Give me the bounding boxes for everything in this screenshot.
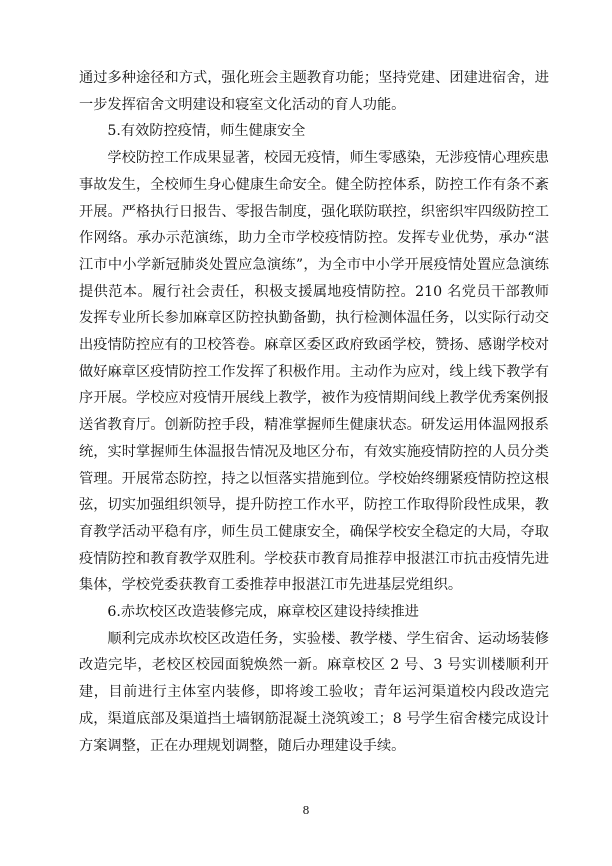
document-body [79,65,549,759]
paragraph-epidemic-control: 学校防控工作成果显著，校园无疫情，师生零感染，无涉疫情心理疾患事故发生，全校师生身心健康生命安全。健全防控体系，防控工作有条不紊开展。严格执行日报告、零报告制度，强化联防联控，织密织牢四级防控工作网络。承办示范演练，助力全市学校疫情防控。发挥专业优势，承办“湛江市中小学新冠肺炎处置应急演练”，为全市中小学开展疫情处置应急演练提供范本。履行社会责任，积极支援属地疫情防控。210 名党员干部教师发挥专业所长参加麻章区防控执勤备勤，执行检测体温任务，以实际行动交出疫情防控应有的卫校答卷。麻章区委区政府致函学校，赞扬、感谢学校对做好麻章区疫情防控工作发挥了积极作用。主动作为应对，线上线下教学有序开展。学校应对疫情开展线上教学，被作为疫情期间线上教学优秀案例报送省教育厅。创新防控手段，精准掌握师生健康状态。研发运用体温网报系统，实时掌握师生体温报告情况及地区分布，有效实施疫情防控的人员分类管理。开展常态防控，持之以恒落实措施到位。学校始终绷紧疫情防控这根弦，切实加强组织领导，提升防控工作水平，防控工作取得阶段性成果，教育教学活动平稳有序，师生员工健康安全，确保学校安全稳定的大局，夺取疫情防控和教育教学双胜利。学校获市教育局推荐申报湛江市抗击疫情先进集体，学校党委获教育工委推荐申报湛江市先进基层党组织。 [79,150,549,594]
paragraph-continued: 通过多种途径和方式，强化班会主题教育功能；坚持党建、团建进宿舍，进一步发挥宿舍文明建设和寝室文化活动的育人功能。 [79,70,549,113]
section-heading-6: 6.赤坎校区改造装修完成，麻章校区建设持续推进 [107,604,419,621]
section-heading-5: 5.有效防控疫情，师生健康安全 [107,123,306,140]
paragraph-campus-construction: 顺利完成赤坎校区改造任务，实验楼、教学楼、学生宿舍、运动场装修改造完毕，老校区校园面貌焕然一新。麻章校区 2 号、3 号实训楼顺利开建，目前进行主体室内装修，即将竣工验收；青年运河渠道校内段改造完成，渠道底部及渠道挡土墙钢筋混凝土浇筑竣工；8 号学生宿舍楼完成设计方案调整，正在办理规划调整，随后办理建设手续。 [79,630,549,754]
page-number: 8 [302,804,310,817]
